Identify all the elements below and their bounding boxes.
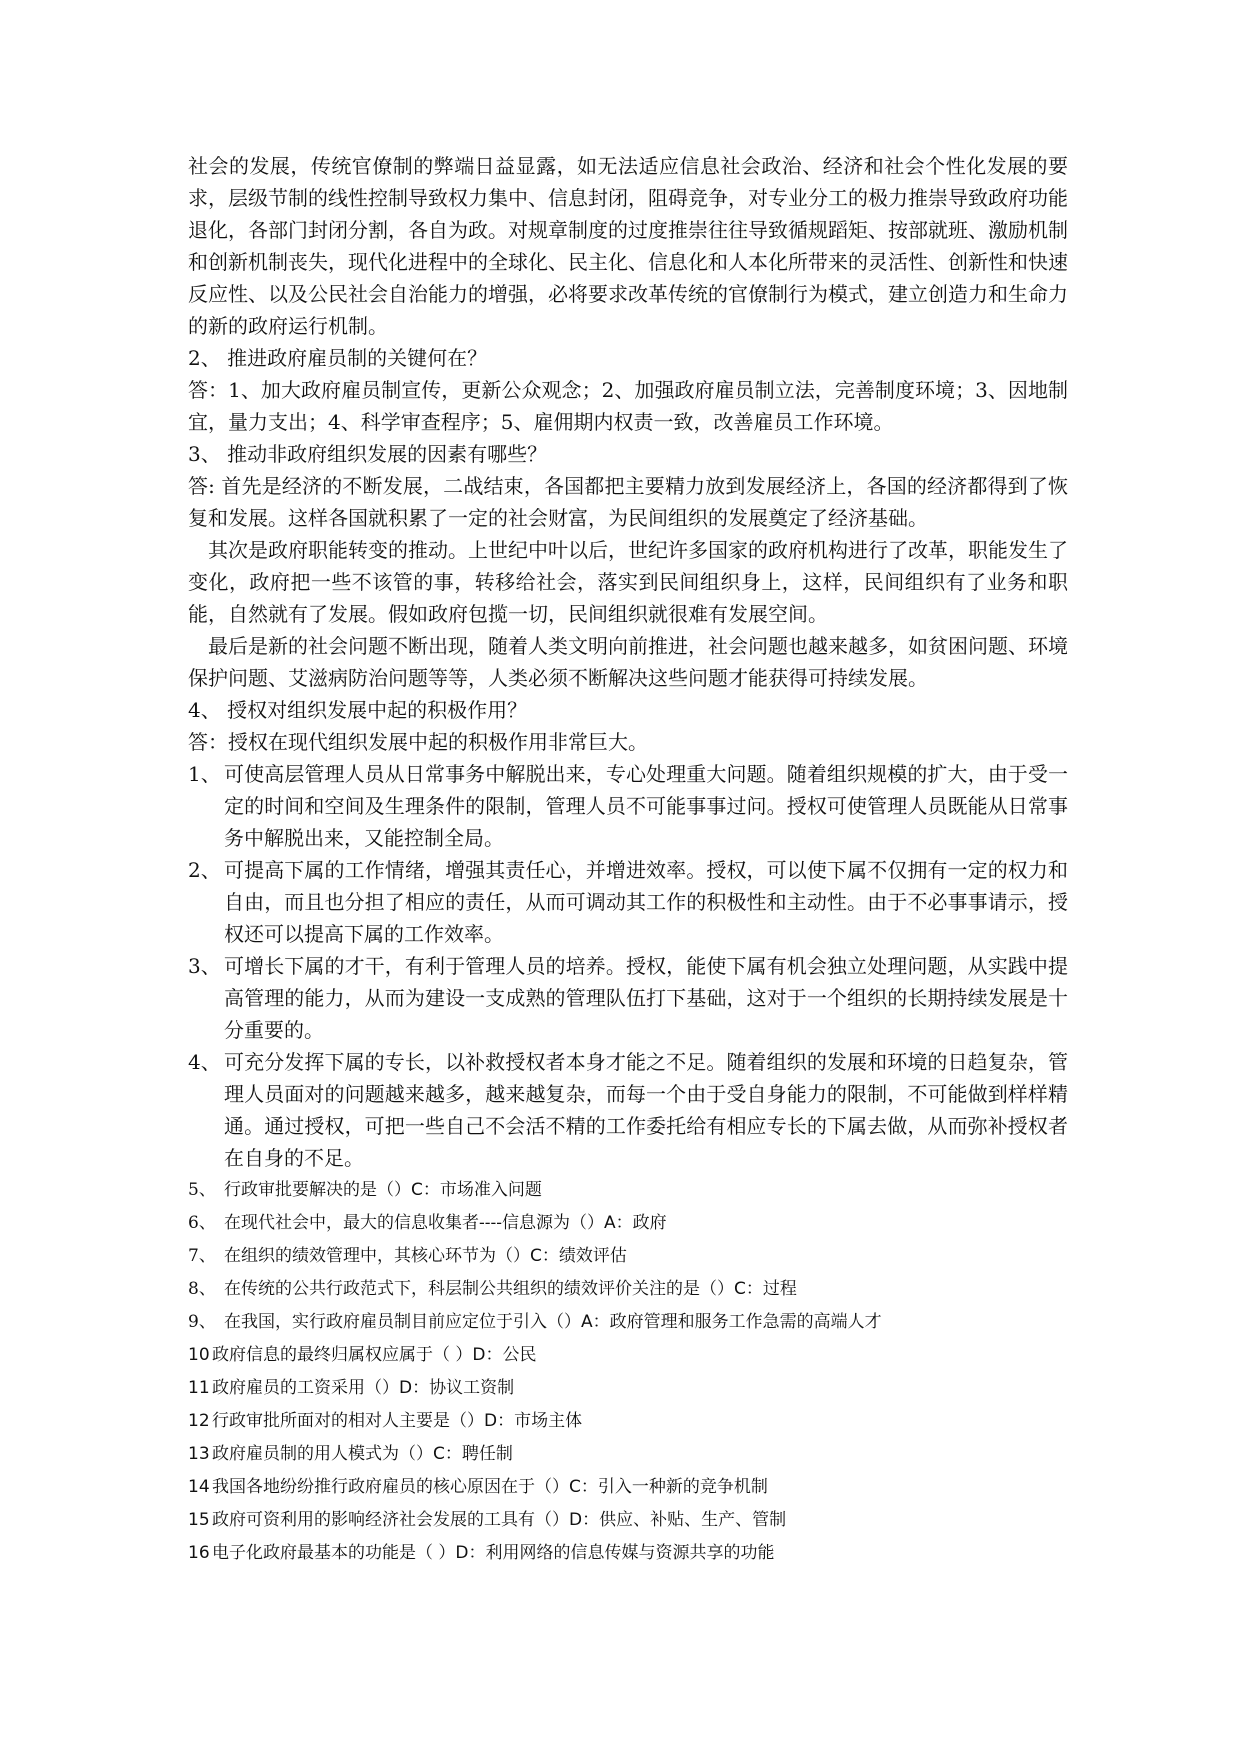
- answer-3-paragraph: 答: 首先是经济的不断发展，二战结束，各国都把主要精力放到发展经济上，各国的经济都得到了恢复和发展。这样各国就积累了一定的社会财富，为民间组织的发展奠定了经济基础。: [188, 474, 1068, 530]
- quiz-answer: C：过程: [734, 1279, 797, 1299]
- document-page: [188, 150, 1068, 1570]
- quiz-question: 在传统的公共行政范式下，科层制公共组织的绩效评价关注的是（）: [224, 1279, 734, 1299]
- quiz-question: 在我国，实行政府雇员制目前应定位于引入（）: [224, 1312, 581, 1332]
- quiz-item: [188, 1504, 1068, 1537]
- list-item-number: 4、: [188, 1050, 221, 1074]
- quiz-question: 在组织的绩效管理中，其核心环节为（）: [224, 1246, 530, 1266]
- quiz-item-number: 12: [188, 1411, 210, 1431]
- quiz-item: [188, 1438, 1068, 1471]
- quiz-item-number: 7、: [188, 1246, 216, 1266]
- quiz-item-number: 13: [188, 1444, 210, 1464]
- list-item-number: 3、: [188, 954, 221, 978]
- quiz-question: 行政审批要解决的是（）: [224, 1180, 411, 1200]
- answer-3-paragraph: 最后是新的社会问题不断出现，随着人类文明向前推进，社会问题也越来越多，如贫困问题、环境保护问题、艾滋病防治问题等等，人类必须不断解决这些问题才能获得可持续发展。: [188, 634, 1068, 690]
- quiz-item: [188, 1372, 1068, 1405]
- question-3: 3、 推动非政府组织发展的因素有哪些？: [188, 442, 548, 466]
- quiz-item-number: 16: [188, 1543, 210, 1563]
- quiz-item-number: 10: [188, 1345, 210, 1365]
- answer-2: 答：1、加大政府雇员制宣传，更新公众观念；2、加强政府雇员制立法，完善制度环境；3、因地制宜，量力支出；4、科学审查程序；5、雇佣期内权责一致，改善雇员工作环境。: [188, 378, 1068, 434]
- answer-3-paragraph: 其次是政府职能转变的推动。上世纪中叶以后，世纪许多国家的政府机构进行了改革，职能发生了变化，政府把一些不该管的事，转移给社会，落实到民间组织身上，这样，民间组织有了业务和职能，自然就有了发展。假如政府包揽一切，民间组织就很难有发展空间。: [188, 538, 1068, 626]
- question-4: 4、 授权对组织发展中起的积极作用？: [188, 698, 528, 722]
- quiz-item-number: 8、: [188, 1279, 216, 1299]
- quiz-question: 政府雇员的工资采用（）: [212, 1378, 399, 1398]
- quiz-question: 政府雇员制的用人模式为（）: [212, 1444, 433, 1464]
- list-item-text: 可充分发挥下属的专长，以补救授权者本身才能之不足。随着组织的发展和环境的日趋复杂，管理人员面对的问题越来越多，越来越复杂，而每一个由于受自身能力的限制，不可能做到样样精通。通过授权，可把一些自己不会活不精的工作委托给有相应专长的下属去做，从而弥补授权者在自身的不足。: [224, 1050, 1068, 1170]
- quiz-item: [188, 1174, 1068, 1207]
- list-item: [188, 950, 1068, 1046]
- quiz-answer: C：绩效评估: [530, 1246, 627, 1266]
- quiz-answer: C：聘任制: [433, 1444, 513, 1464]
- list-item-number: 2、: [188, 858, 221, 882]
- quiz-answer: D：公民: [472, 1345, 537, 1365]
- list-item: [188, 758, 1068, 854]
- quiz-answer: D：利用网络的信息传媒与资源共享的功能: [455, 1543, 775, 1563]
- quiz-question: 行政审批所面对的相对人主要是（）: [212, 1411, 484, 1431]
- quiz-item-number: 5、: [188, 1180, 216, 1200]
- quiz-item-number: 14: [188, 1477, 210, 1497]
- quiz-item: [188, 1306, 1068, 1339]
- intro-paragraph: 社会的发展，传统官僚制的弊端日益显露，如无法适应信息社会政治、经济和社会个性化发展的要求，层级节制的线性控制导致权力集中、信息封闭，阻碍竞争，对专业分工的极力推崇导致政府功能退化，各部门封闭分割，各自为政。对规章制度的过度推崇往往导致循规蹈矩、按部就班、激励机制和创新机制丧失，现代化进程中的全球化、民主化、信息化和人本化所带来的灵活性、创新性和快速反应性、以及公民社会自治能力的增强，必将要求改革传统的官僚制行为模式，建立创造力和生命力的新的政府运行机制。: [188, 154, 1068, 338]
- quiz-item: [188, 1471, 1068, 1504]
- quiz-item: [188, 1240, 1068, 1273]
- quiz-item-number: 9、: [188, 1312, 216, 1332]
- quiz-question: 电子化政府最基本的功能是（ ）: [212, 1543, 456, 1563]
- quiz-answer: A：政府管理和服务工作急需的高端人才: [581, 1312, 882, 1332]
- quiz-item-number: 15: [188, 1510, 210, 1530]
- quiz-answer: D：市场主体: [484, 1411, 583, 1431]
- quiz-question: 我国各地纷纷推行政府雇员的核心原因在于（）: [212, 1477, 569, 1497]
- quiz-item: [188, 1537, 1068, 1570]
- question-2: 2、 推进政府雇员制的关键何在？: [188, 346, 488, 370]
- list-item-text: 可提高下属的工作情绪，增强其责任心，并增进效率。授权，可以使下属不仅拥有一定的权力和自由，而且也分担了相应的责任，从而可调动其工作的积极性和主动性。由于不必事事请示，授权还可以提高下属的工作效率。: [224, 858, 1068, 946]
- quiz-item: [188, 1207, 1068, 1240]
- answer-4-intro: 答：授权在现代组织发展中起的积极作用非常巨大。: [188, 730, 648, 754]
- quiz-question: 政府可资利用的影响经济社会发展的工具有（）: [212, 1510, 569, 1530]
- quiz-answer: A：政府: [603, 1213, 667, 1233]
- list-item: [188, 854, 1068, 950]
- quiz-item-number: 6、: [188, 1213, 216, 1233]
- quiz-answer: C：市场准入问题: [411, 1180, 542, 1200]
- quiz-answer: D：协议工资制: [399, 1378, 515, 1398]
- quiz-question: 在现代社会中，最大的信息收集者----信息源为（）: [224, 1213, 604, 1233]
- list-item: [188, 1046, 1068, 1174]
- quiz-answer: C：引入一种新的竞争机制: [569, 1477, 768, 1497]
- quiz-answer: D：供应、补贴、生产、管制: [569, 1510, 787, 1530]
- list-item-number: 1、: [188, 762, 221, 786]
- list-item-text: 可增长下属的才干，有利于管理人员的培养。授权，能使下属有机会独立处理问题，从实践中提高管理的能力，从而为建设一支成熟的管理队伍打下基础，这对于一个组织的长期持续发展是十分重要的。: [224, 954, 1068, 1042]
- quiz-item: [188, 1339, 1068, 1372]
- list-item-text: 可使高层管理人员从日常事务中解脱出来，专心处理重大问题。随着组织规模的扩大，由于受一定的时间和空间及生理条件的限制，管理人员不可能事事过问。授权可使管理人员既能从日常事务中解脱出来，又能控制全局。: [224, 762, 1068, 850]
- quiz-question: 政府信息的最终归属权应属于（ ）: [212, 1345, 473, 1365]
- quiz-item: [188, 1405, 1068, 1438]
- quiz-item: [188, 1273, 1068, 1306]
- quiz-item-number: 11: [188, 1378, 210, 1398]
